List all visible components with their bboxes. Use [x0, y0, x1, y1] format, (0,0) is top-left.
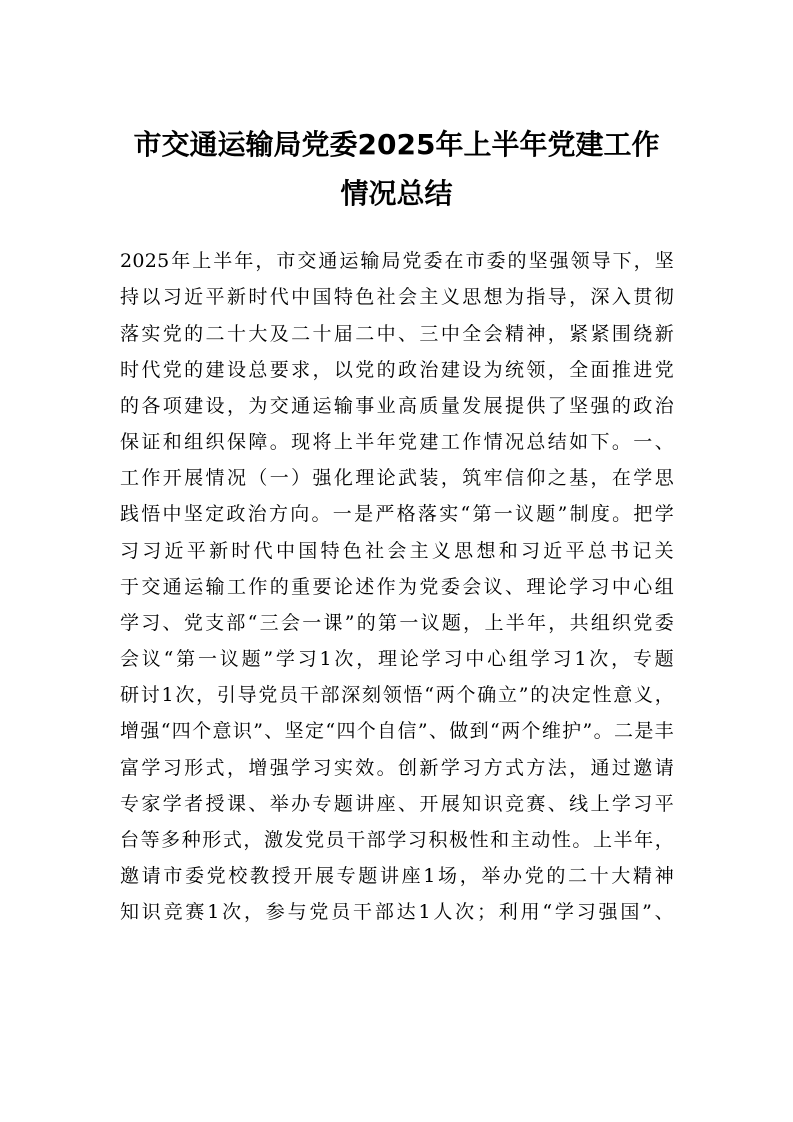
- body-text-line: 专家学者授课、举办专题讲座、开展知识竞赛、线上学习平: [120, 793, 674, 815]
- document-title-line-2: 情况总结: [340, 177, 453, 210]
- body-text-line: 增强“四个意识”、坚定“四个自信”、做到“两个维护”。二是丰: [120, 720, 674, 742]
- body-text-line: 2025年上半年，市交通运输局党委在市委的坚强领导下，坚: [120, 250, 674, 272]
- body-text-line: 于交通运输工作的重要论述作为党委会议、理论学习中心组: [120, 576, 674, 598]
- document-title-line-1: 市交通运输局党委2025年上半年党建工作: [133, 128, 660, 161]
- body-text-line: 台等多种形式，激发党员干部学习积极性和主动性。上半年，: [120, 829, 674, 851]
- body-text-line: 落实党的二十大及二十届二中、三中全会精神，紧紧围绕新: [120, 323, 674, 345]
- body-text-line: 学习、党支部“三会一课”的第一议题，上半年，共组织党委: [120, 612, 674, 634]
- body-text-line: 的各项建设，为交通运输事业高质量发展提供了坚强的政治: [120, 395, 674, 417]
- body-text-line: 会议“第一议题”学习1次，理论学习中心组学习1次，专题: [120, 648, 674, 670]
- body-text-line: 知识竞赛1次，参与党员干部达1人次；利用“学习强国”、: [120, 901, 674, 923]
- body-text-line: 践悟中坚定政治方向。一是严格落实“第一议题”制度。把学: [120, 503, 674, 525]
- body-text-line: 持以习近平新时代中国特色社会主义思想为指导，深入贯彻: [120, 286, 674, 308]
- body-text-line: 富学习形式，增强学习实效。创新学习方式方法，通过邀请: [120, 757, 674, 779]
- body-text-line: 时代党的建设总要求，以党的政治建设为统领，全面推进党: [120, 359, 674, 381]
- body-text-line: 研讨1次，引导党员干部深刻领悟“两个确立”的决定性意义，: [120, 684, 674, 706]
- body-text-line: 工作开展情况（一）强化理论武装，筑牢信仰之基，在学思: [120, 467, 674, 489]
- body-text-line: 保证和组织保障。现将上半年党建工作情况总结如下。一、: [120, 431, 674, 453]
- body-text-line: 习习近平新时代中国特色社会主义思想和习近平总书记关: [120, 540, 674, 562]
- body-text-line: 邀请市委党校教授开展专题讲座1场，举办党的二十大精神: [120, 865, 674, 887]
